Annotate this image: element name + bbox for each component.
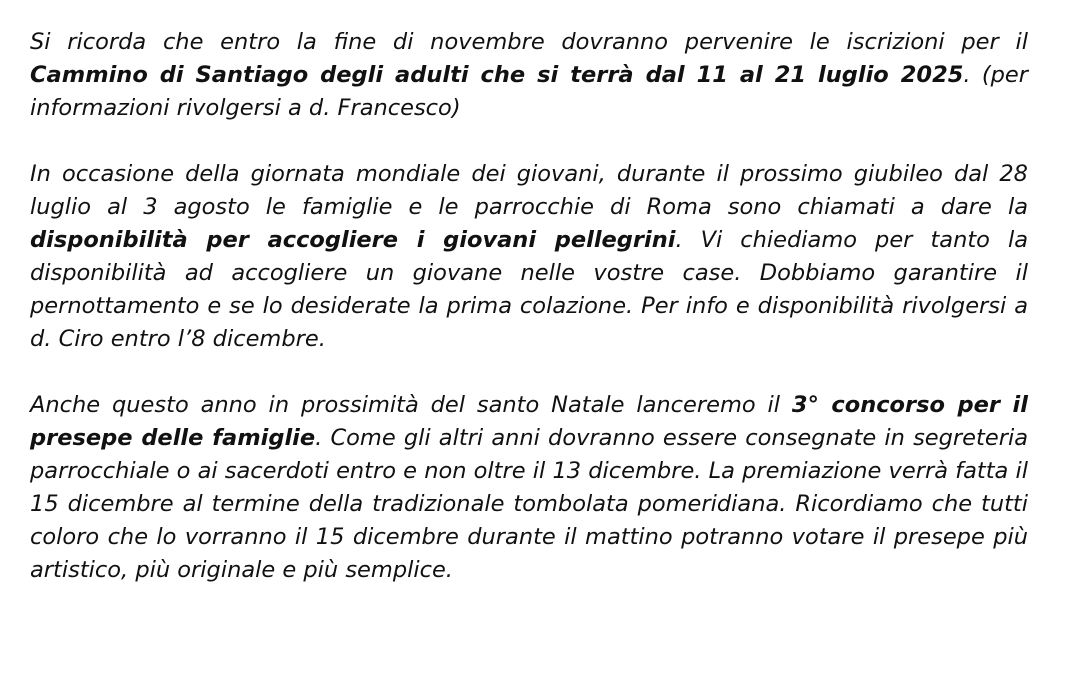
paragraph-presepe [30, 389, 1028, 587]
announcement-document [30, 26, 1028, 587]
paragraph-text: . (per informazioni rivolgersi a d. Francesco) [30, 62, 1028, 121]
paragraph-text: . Come gli altri anni dovranno essere consegnate in segreteria parrocchiale o ai sacerdoti entro e non oltre il 13 dicembre. La premiazione verrà fatta il 15 dicembre al termine della tradizionale tombolata pomeridiana. Ricordiamo che tutti coloro che lo vorranno il 15 dicembre durante il mattino potranno votare il presepe più artistico, più originale e più semplice. [30, 425, 1028, 583]
highlight-concorso: 3° concorso per il presepe delle famiglie [30, 392, 1028, 451]
paragraph-text: Anche questo anno in prossimità del santo Natale lanceremo il [30, 392, 792, 418]
paragraph-text: In occasione della giornata mondiale dei giovani, durante il prossimo giubileo dal 28 luglio al 3 agosto le famiglie e le parrocchie di Roma sono chiamati a dare la [30, 161, 1028, 220]
paragraph-giovani [30, 158, 1028, 356]
highlight-pellegrini: disponibilità per accogliere i giovani pellegrini [30, 227, 676, 253]
paragraph-santiago [30, 26, 1028, 125]
paragraph-text: Si ricorda che entro la fine di novembre dovranno pervenire le iscrizioni per il [30, 29, 1028, 55]
paragraph-text: . Vi chiediamo per tanto la disponibilità ad accogliere un giovane nelle vostre case. Dobbiamo garantire il pernottamento e se lo desiderate la prima colazione. Per info e disponibilità rivolgersi a d. Ciro entro l’8 dicembre. [30, 227, 1028, 352]
highlight-santiago: Cammino di Santiago degli adulti che si terrà dal 11 al 21 luglio 2025 [30, 62, 964, 88]
